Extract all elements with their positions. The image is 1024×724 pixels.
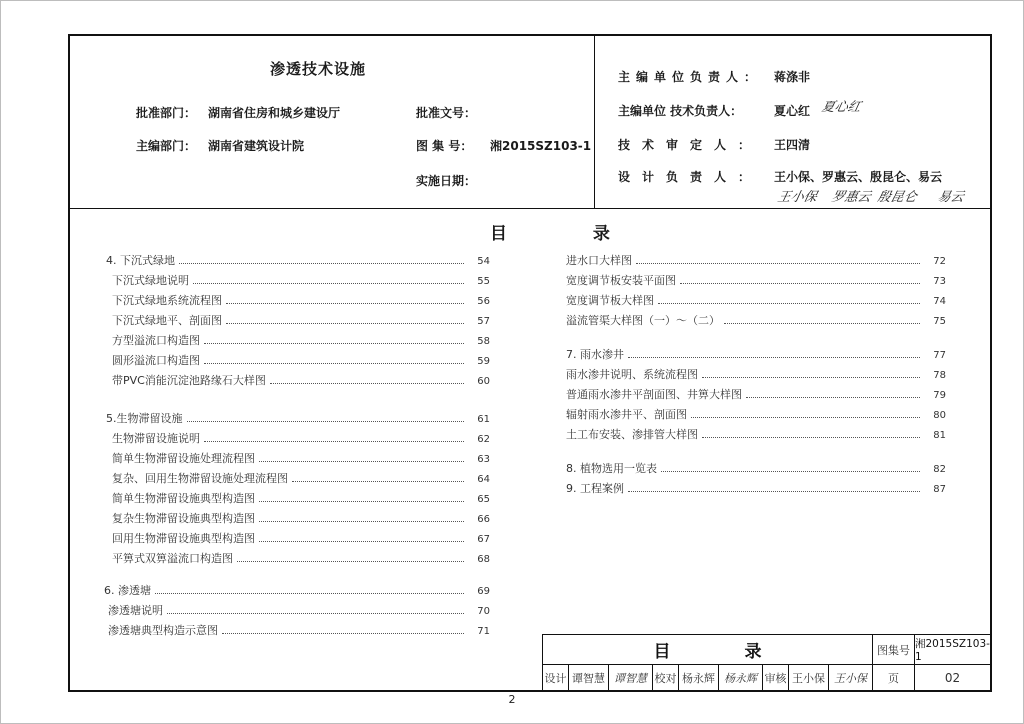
toc-entry-page: 75 xyxy=(933,316,946,327)
toc-entry xyxy=(566,312,946,328)
toc-entry xyxy=(108,622,490,638)
toc-leader-dots xyxy=(661,470,920,472)
tb-review-name: 王小保 xyxy=(789,665,829,691)
toc-entry xyxy=(112,272,490,288)
toc-entry xyxy=(112,292,490,308)
tb-sheet-title-cell xyxy=(543,635,873,665)
toc-entry-page: 77 xyxy=(933,350,946,361)
signature-4: 易云 xyxy=(935,190,966,205)
design-head-label: 设计负责人： xyxy=(618,170,763,184)
toc-entry-page: 58 xyxy=(477,336,490,347)
tb-check-name: 杨永辉 xyxy=(679,665,719,691)
toc-entry xyxy=(566,292,946,308)
tb-design-label: 设计 xyxy=(543,665,569,691)
toc-entry-label: 土工布安装、渗排管大样图 xyxy=(566,428,698,441)
toc-entry-page: 74 xyxy=(933,296,946,307)
toc-entry xyxy=(112,550,490,566)
toc-title: 目 录 xyxy=(490,224,650,244)
toc-leader-dots xyxy=(259,520,464,522)
toc-entry-label: 下沉式绿地平、剖面图 xyxy=(112,314,222,327)
toc-leader-dots xyxy=(702,376,920,378)
atlas-no: 湘2015SZ103-1 xyxy=(490,139,592,153)
chief-unit-head-label: 主编单位负责人： xyxy=(618,70,763,84)
toc-entry-label: 雨水渗井说明、系统流程图 xyxy=(566,368,698,381)
toc-entry xyxy=(112,332,490,348)
toc-entry-page: 64 xyxy=(477,474,490,485)
toc-entry xyxy=(106,252,490,268)
toc-leader-dots xyxy=(658,302,920,304)
approve-dept-label: 批准部门： xyxy=(136,106,197,120)
tb-atlas-label: 图集号 xyxy=(873,635,915,665)
toc-entry xyxy=(112,450,490,466)
tb-design-signature: 谭智慧 xyxy=(609,665,653,691)
toc-leader-dots xyxy=(204,342,464,344)
toc-entry-label: 辐射雨水渗井平、剖面图 xyxy=(566,408,687,421)
toc-entry xyxy=(566,406,946,422)
toc-entry-label: 下沉式绿地系统流程图 xyxy=(112,294,222,307)
toc-leader-dots xyxy=(259,540,464,542)
toc-entry-label: 9. 工程案例 xyxy=(566,482,624,495)
tb-design-name: 谭智慧 xyxy=(569,665,609,691)
toc-entry-page: 73 xyxy=(933,276,946,287)
toc-entry-label: 平箅式双箅溢流口构造图 xyxy=(112,552,233,565)
toc-entry xyxy=(566,426,946,442)
design-head: 王小保、罗惠云、殷昆仑、易云 xyxy=(774,170,943,184)
toc-entry-page: 70 xyxy=(477,606,490,617)
toc-entry-label: 简单生物滞留设施典型构造图 xyxy=(112,492,255,505)
toc-entry-page: 80 xyxy=(933,410,946,421)
toc-entry-page: 56 xyxy=(477,296,490,307)
toc-leader-dots xyxy=(628,356,920,358)
toc-leader-dots xyxy=(204,362,464,364)
impl-date-label: 实施日期： xyxy=(416,174,477,188)
toc-entry-label: 简单生物滞留设施处理流程图 xyxy=(112,452,255,465)
toc-entry-label: 下沉式绿地说明 xyxy=(112,274,189,287)
toc-entry xyxy=(566,460,946,476)
tech-head: 夏心红 xyxy=(774,104,811,118)
signature-xia: 夏心红 xyxy=(819,100,863,115)
toc-entry-page: 61 xyxy=(477,414,490,425)
toc-leader-dots xyxy=(204,440,464,442)
toc-leader-dots xyxy=(187,420,465,422)
header-divider xyxy=(594,36,595,208)
tb-atlas-no: 湘2015SZ103-1 xyxy=(915,635,991,665)
toc-entry xyxy=(112,510,490,526)
toc-entry xyxy=(566,272,946,288)
page-number: 2 xyxy=(508,693,516,706)
toc-entry-page: 54 xyxy=(477,256,490,267)
toc-leader-dots xyxy=(702,436,920,438)
toc-entry-label: 渗透塘说明 xyxy=(108,604,163,617)
toc-leader-dots xyxy=(680,282,920,284)
signature-3: 殷昆仑 xyxy=(875,190,919,205)
atlas-no-label: 图 集 号： xyxy=(416,139,473,153)
editor-dept: 湖南省建筑设计院 xyxy=(208,139,305,153)
toc-entry-page: 66 xyxy=(477,514,490,525)
chief-unit-head: 蒋涤非 xyxy=(774,70,811,84)
toc-entry xyxy=(112,470,490,486)
toc-entry-page: 59 xyxy=(477,356,490,367)
toc-entry-page: 78 xyxy=(933,370,946,381)
toc-entry-page: 65 xyxy=(477,494,490,505)
toc-leader-dots xyxy=(222,632,464,634)
toc-entry xyxy=(566,346,946,362)
drawing-frame xyxy=(68,34,992,692)
toc-leader-dots xyxy=(193,282,464,284)
toc-entry-label: 宽度调节板安装平面图 xyxy=(566,274,676,287)
toc-leader-dots xyxy=(155,592,464,594)
toc-leader-dots xyxy=(724,322,920,324)
signature-2: 罗惠云 xyxy=(829,190,873,205)
toc-leader-dots xyxy=(292,480,464,482)
toc-entry-label: 宽度调节板大样图 xyxy=(566,294,654,307)
toc-entry-page: 79 xyxy=(933,390,946,401)
editor-dept-label: 主编部门： xyxy=(136,139,197,153)
toc-entry xyxy=(112,430,490,446)
toc-entry-label: 复杂、回用生物滞留设施处理流程图 xyxy=(112,472,288,485)
toc-entry-page: 60 xyxy=(477,376,490,387)
atlas-title: 渗透技术设施 xyxy=(270,60,367,78)
tech-review: 王四清 xyxy=(774,138,811,152)
toc-leader-dots xyxy=(691,416,920,418)
toc-leader-dots xyxy=(226,322,464,324)
toc-entry-label: 7. 雨水渗井 xyxy=(566,348,624,361)
toc-entry xyxy=(106,410,490,426)
toc-entry-page: 55 xyxy=(477,276,490,287)
toc-entry xyxy=(108,602,490,618)
approve-doc-label: 批准文号： xyxy=(416,106,477,120)
toc-entry-page: 72 xyxy=(933,256,946,267)
tb-review-signature: 王小保 xyxy=(829,665,873,691)
tb-page-label: 页 xyxy=(873,665,915,691)
toc-leader-dots xyxy=(226,302,464,304)
toc-entry xyxy=(112,490,490,506)
toc-entry-label: 方型溢流口构造图 xyxy=(112,334,200,347)
toc-leader-dots xyxy=(259,460,464,462)
toc-leader-dots xyxy=(636,262,920,264)
toc-entry xyxy=(112,530,490,546)
toc-entry xyxy=(566,366,946,382)
toc-entry-page: 62 xyxy=(477,434,490,445)
toc-leader-dots xyxy=(237,560,464,562)
toc-entry xyxy=(566,252,946,268)
tb-review-label: 审核 xyxy=(763,665,789,691)
toc-entry-label: 复杂生物滞留设施典型构造图 xyxy=(112,512,255,525)
toc-leader-dots xyxy=(270,382,464,384)
toc-entry-page: 87 xyxy=(933,484,946,495)
toc-leader-dots xyxy=(628,490,920,492)
toc-entry-label: 8. 植物选用一览表 xyxy=(566,462,657,475)
toc-entry xyxy=(112,312,490,328)
toc-entry-page: 68 xyxy=(477,554,490,565)
toc-entry-label: 进水口大样图 xyxy=(566,254,632,267)
toc-entry-page: 57 xyxy=(477,316,490,327)
title-block xyxy=(542,634,991,691)
toc-entry-label: 6. 渗透塘 xyxy=(104,584,151,597)
toc-entry-label: 渗透塘典型构造示意图 xyxy=(108,624,218,637)
tb-check-signature: 杨永辉 xyxy=(719,665,763,691)
approve-dept: 湖南省住房和城乡建设厅 xyxy=(208,106,341,120)
toc-entry xyxy=(566,386,946,402)
tech-review-label: 技术审定人： xyxy=(618,138,763,152)
tech-head-label: 主编单位 技术负责人： xyxy=(618,104,743,118)
toc-entry-page: 67 xyxy=(477,534,490,545)
toc-entry-page: 63 xyxy=(477,454,490,465)
toc-entry xyxy=(566,480,946,496)
header xyxy=(70,36,990,209)
toc-leader-dots xyxy=(746,396,920,398)
toc-entry-page: 82 xyxy=(933,464,946,475)
toc-entry xyxy=(104,582,490,598)
toc-entry-label: 5.生物滞留设施 xyxy=(106,412,183,425)
toc-entry-page: 71 xyxy=(477,626,490,637)
toc-leader-dots xyxy=(179,262,464,264)
toc-entry xyxy=(112,372,490,388)
toc-entry-label: 生物滞留设施说明 xyxy=(112,432,200,445)
toc-leader-dots xyxy=(167,612,464,614)
tb-page-no: 02 xyxy=(915,665,991,691)
toc-entry-page: 69 xyxy=(477,586,490,597)
tb-sheet-title: 目 录 xyxy=(653,642,796,662)
toc-entry xyxy=(112,352,490,368)
toc-entry-label: 回用生物滞留设施典型构造图 xyxy=(112,532,255,545)
toc-entry-label: 圆形溢流口构造图 xyxy=(112,354,200,367)
tb-check-label: 校对 xyxy=(653,665,679,691)
signature-1: 王小保 xyxy=(775,190,819,205)
toc-entry-label: 普通雨水渗井平剖面图、井箅大样图 xyxy=(566,388,742,401)
toc-entry-label: 4. 下沉式绿地 xyxy=(106,254,175,267)
toc-entry-label: 溢流管渠大样图（一）～（二） xyxy=(566,314,720,327)
toc-entry-label: 带PVC消能沉淀池路缘石大样图 xyxy=(112,374,266,387)
toc-entry-page: 81 xyxy=(933,430,946,441)
toc-leader-dots xyxy=(259,500,464,502)
